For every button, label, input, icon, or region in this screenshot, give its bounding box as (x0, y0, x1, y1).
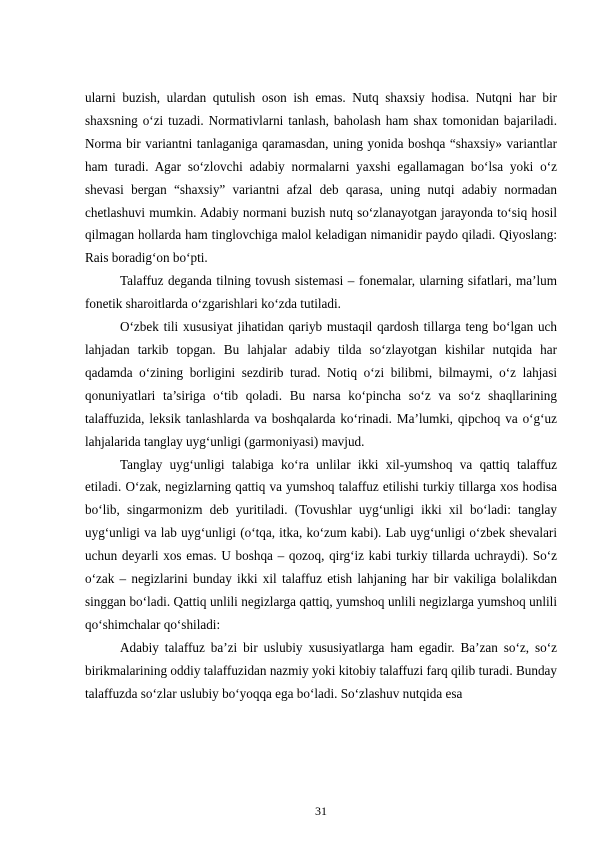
page-body (85, 87, 557, 705)
paragraph-3: O‘zbek tili xususiyat jihatidan qariyb mustaqil qardosh tillarga teng bo‘lgan uch lahjadan tarkib topgan. Bu lahjalar adabiy tilda so‘zlayotgan kishilar nutqida har qadamda o‘zining borligini sezdirib turad. Notiq o‘zi bilibmi, bilmaymi, o‘z lahjasi qonuniyatlari ta’siriga o‘tib qoladi. Bu narsa ko‘pincha so‘z va so‘z shaqllarining talaffuzida, leksik tanlashlarda va boshqalarda ko‘rinadi. Ma’lumki, qipchoq va o‘g‘uz lahjalarida tanglay uyg‘unligi (garmoniyasi) mavjud. (85, 319, 557, 449)
paragraph-5: Adabiy talaffuz ba’zi bir uslubiy xususiyatlarga ham egadir. Ba’zan so‘z, so‘z birikmalarining oddiy talaffuzidan nazmiy yoki kitobiy talaffuzi farq qilib turadi. Bunday talaffuzda so‘zlar uslubiy bo‘yoqqa ega bo‘ladi. So‘zlashuv nutqida esa (85, 639, 557, 701)
paragraph-1: ularni buzish, ulardan qutulish oson ish emas. Nutq shaxsiy hodisa. Nutqni har bir shaxsning o‘zi tuzadi. Normativlarni tanlash, baholash ham shax tomonidan bajariladi. Norma bir variantni tanlaganiga qaramasdan, uning yonida boshqa “shaxsiy» variantlar ham turadi. Agar so‘zlovchi adabiy normalarni yaxshi egallamagan bo‘lsa yoki o‘z shevasi bergan “shaxsiy” variantni afzal deb qarasa, uning nutqi adabiy normadan chetlashuvi mumkin. Adabiy normani buzish nutq so‘zlanayotgan jarayonda to‘siq hosil qilmagan hollarda ham tinglovchiga malol keladigan nimanidir paydo qiladi. Qiyoslang: Rais boradig‘on bo‘pti. (85, 90, 557, 266)
page-number: 31 (315, 804, 327, 818)
paragraph-2: Talaffuz deganda tilning tovush sistemasi – fonemalar, ularning sifatlari, ma’lum fonetik sharoitlarda o‘zgarishlari ko‘zda tutiladi. (85, 273, 557, 312)
paragraph-4: Tanglay uyg‘unligi talabiga ko‘ra unlilar ikki xil-yumshoq va qattiq talaffuz etiladi. O‘zak, negizlarning qattiq va yumshoq talaffuz etilishi turkiy tillarga xos hodisa bo‘lib, singarmonizm deb yuritiladi. (Tovushlar uyg‘unligi ikki xil bo‘ladi: tanglay uyg‘unligi va lab uyg‘unligi (o‘tqa, itka, ko‘zum kabi). Lab uyg‘unligi o‘zbek shevalari uchun deyarli xos emas. U boshqa – qozoq, qirg‘iz kabi turkiy tillarda uchraydi). So‘z o‘zak – negizlarini bunday ikki xil talaffuz etish lahjaning har bir vakiliga bolalikdan singgan bo‘ladi. Qattiq unlili negizlarga qattiq, yumshoq unlili negizlarga yumshoq unlili qo‘shimchalar qo‘shiladi: (85, 456, 557, 632)
